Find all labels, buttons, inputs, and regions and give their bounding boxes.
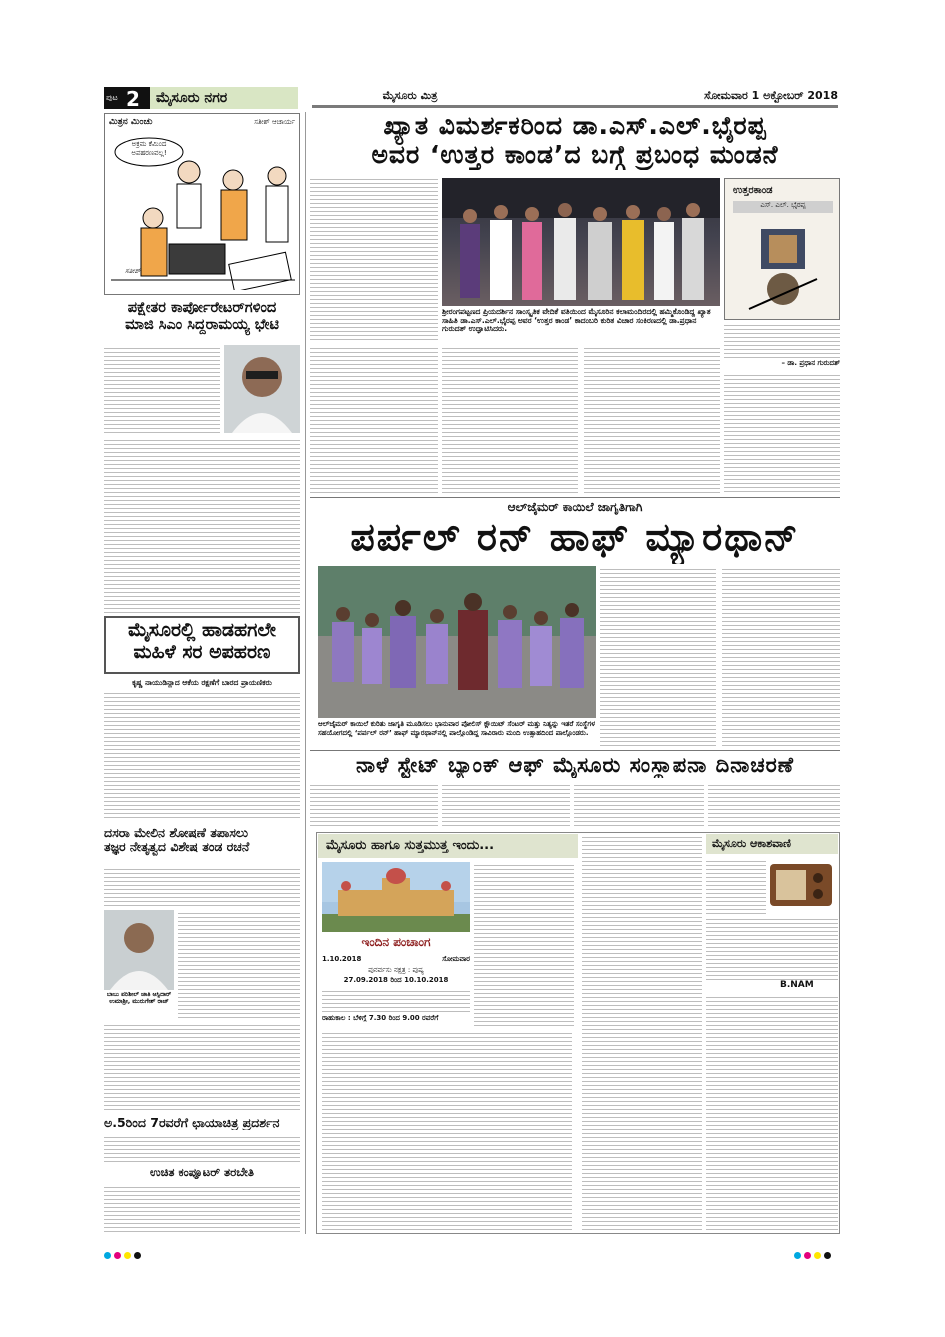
story1-body-col2 <box>442 345 578 493</box>
pullquote-credit: – ಡಾ. ಪ್ರಧಾನ ಗುರುದತ್ <box>781 359 840 367</box>
sbm-body-col1 <box>310 782 438 828</box>
exhibition-headline: ಅ.5ರಿಂದ 7ರವರೆಗೆ ಛಾಯಾಚಿತ್ರ ಪ್ರದರ್ಶನ <box>104 1116 280 1130</box>
radio-header: ಮೈಸೂರು ಆಕಾಶವಾಣಿ <box>706 834 838 854</box>
page-date: ಸೋಮವಾರ 1 ಅಕ್ಟೋಬರ್ 2018 <box>704 89 838 102</box>
today-listings-col2 <box>474 862 574 1028</box>
story1-body-col1 <box>310 176 438 342</box>
reg-dot-black <box>824 1252 831 1259</box>
exhibition-body <box>104 1134 300 1162</box>
section-title-text: ಮೈಸೂರು ನಗರ <box>156 90 228 106</box>
siddaramaiah-body-b <box>104 437 300 613</box>
story1-headline <box>310 112 840 170</box>
radio-body-a <box>706 858 766 914</box>
story1-headline-line1: ಖ್ಯಾತ ವಿಮರ್ಶಕರಿಂದ ಡಾ.ಎಸ್.ಎಲ್.ಭೈರಪ್ಪ <box>383 112 767 140</box>
reg-dot-yellow <box>124 1252 131 1259</box>
marathon-body-b <box>722 566 840 746</box>
chain-headline-box: ಮೈಸೂರಲ್ಲಿ ಹಾಡಹಗಲೇ ಮಹಿಳೆ ಸರ ಅಪಹರಣ <box>104 616 300 674</box>
marathon-kicker-band <box>310 497 840 515</box>
panchanga-weekday: ಸೋಮವಾರ <box>442 955 470 963</box>
marathon-photo-caption: ಆಲ್‌ಜೈಮರ್ ಕಾಯಿಲೆ ಕುರಿತು ಜಾಗೃತಿ ಮೂಡಿಸಲು ಭಾನುವಾರ ಪೋಲಿಸ್ ಕ್ಲೌಯಿಟ್ ಸೆಂಟರ್ ಮತ್ತು ನಿತ್ಯನ್ನು ಇತರೆ ಸಂಸ್ಥೆಗಳ ಸಹಯೋಗದಲ್ಲಿ ‘ಪರ್ಪಲ್ ರನ್’ ಹಾಫ್ ಮ್ಯಾರಥಾನ್‌ನಲ್ಲಿ ಪಾಲ್ಗೊಂಡಿದ್ದ ಸಾವಿರಾರು ಮಂದಿ ಉತ್ಸಾಹದಿಂದ ಪಾಲ್ಗೊಂಡರು. <box>318 720 596 737</box>
marathon-body-a <box>600 566 716 746</box>
book-title: ಉತ್ತರಕಾಂಡ <box>733 185 773 196</box>
dasara-photo <box>104 910 174 990</box>
header-rule <box>312 105 838 108</box>
book-author: ಎಸ್. ಎಲ್. ಭೈರಪ್ಪ <box>733 201 833 213</box>
book-cover <box>724 178 840 320</box>
cartoon-title: ಮಿತ್ರನ ಮಿಂಚು <box>109 117 153 127</box>
section-title <box>150 87 298 109</box>
reg-dot-yellow <box>814 1252 821 1259</box>
page-number-tab <box>104 87 150 109</box>
chain-kicker: ಕೃಷ್ಣ ನಾಯುಡಿನ್ಲಾದ ಆಕೆಯ ರಕ್ಷಣೆಗೆ ಬಾರದ ಪ್ರಾಯಣಿಕರು <box>132 678 272 687</box>
book-pullquote <box>724 322 840 358</box>
cartoon-signature: ಸತೀಶ್ <box>125 267 141 275</box>
today-listings-col3 <box>582 834 702 1230</box>
siddaramaiah-photo <box>224 345 300 433</box>
sbm-body-col4 <box>708 782 840 828</box>
panchanga-nakshatra: ಪುನರ್ವಸು ನಕ್ಷತ್ರ : ಪುಷ್ಯ <box>368 966 424 974</box>
registration-marks-right <box>794 1244 834 1263</box>
dasara-body-a <box>104 866 300 906</box>
registration-marks-left <box>104 1244 144 1263</box>
cartoon-speech-bubble: ಅಕ್ರಮ ಕೆಮಿಂದ ಅಪಹರಣವಲ್ಲ! <box>131 140 167 157</box>
chain-body <box>104 690 300 820</box>
sbm-headline: ನಾಳೆ ಸ್ಟೇಟ್ ಬ್ಯಾಂಕ್ ಆಫ್ ಮೈಸೂರು ಸಂಸ್ಥಾಪನಾ ದಿನಾಚರಣೆ <box>310 750 840 778</box>
marathon-kicker: ಆಲ್‌ಜೈಮರ್ ಕಾಯಿಲೆ ಜಾಗೃತಿಗಾಗಿ <box>507 500 643 514</box>
story1-body-col4 <box>724 372 840 494</box>
radio-body-b <box>706 916 838 980</box>
masthead: ಮೈಸೂರು ಮಿತ್ರ <box>382 89 438 102</box>
radio-body-c <box>706 994 838 1230</box>
panchanga-body <box>322 988 470 1012</box>
story1-photo-caption: ಶ್ರೀರಂಗಪಟ್ಟಣದ ಪ್ರಿಯದರ್ಶಿನ ಸಾಂಸ್ಕೃತಿಕ ವೇದಿಕೆ ವತಿಯಿಂದ ಮೈಸೂರಿನ ಕಲಾಮಂದಿರದಲ್ಲಿ ಹಮ್ಮಿಕೊಂಡಿದ್ದ ಖ್ಯಾತ ಸಾಹಿತಿ ಡಾ.ಎಸ್.ಎಲ್.ಭೈರಪ್ಪ ಅವರ ‘ಉತ್ತರ ಕಾಂಡ’ ಕಾದಂಬರಿ ಕುರಿತ ವಿಚಾರ ಸಂಕಿರಣದಲ್ಲಿ ಡಾ.ಪ್ರಧಾನ ಗುರುದತ್ ಉದ್ಘಾಟಿಸಿದರು. <box>442 308 711 333</box>
reg-dot-cyan <box>104 1252 111 1259</box>
reg-dot-black <box>134 1252 141 1259</box>
marathon-photo <box>318 566 596 718</box>
palace-photo <box>322 862 470 932</box>
computer-training-body <box>104 1184 300 1234</box>
panchanga-date: 1.10.2018 <box>322 955 362 963</box>
radio-bnam: B.NAM <box>780 980 814 990</box>
dasara-headline: ದಸರಾ ಮೇಲಿನ ಶೋಷಣೆ ತಪಾಸಲು ತಜ್ಞರ ನೇತೃತ್ವದ ವಿಶೇಷ ತಂಡ ರಚನೆ <box>104 826 250 855</box>
story1-body-col1b <box>310 345 438 493</box>
computer-training-subhead: ಉಚಿತ ಕಂಪ್ಯೂಟರ್ ತರಬೇತಿ <box>150 1166 254 1179</box>
panchanga-rahukala: ರಾಹುಕಾಲ : ಬೆಳಿಗ್ಗೆ 7.30 ರಿಂದ 9.00 ರವರೆಗೆ <box>322 1014 439 1022</box>
page-number: 2 <box>126 87 140 111</box>
panchanga-date-row <box>322 955 470 964</box>
story1-headline-line2: ಅವರ ‘ಉತ್ತರ ಕಾಂಡ’ದ ಬಗ್ಗೆ ಪ್ರಬಂಧ ಮಂಡನೆ <box>371 139 779 169</box>
today-listings-col1 <box>322 1030 572 1230</box>
radio-icon <box>768 858 834 910</box>
column-rule-left <box>305 112 306 1234</box>
reg-dot-magenta <box>804 1252 811 1259</box>
panchanga-range: 27.09.2018 ರಿಂದ 10.10.2018 <box>343 976 449 984</box>
page-label: ಪುಟ <box>106 93 118 102</box>
reg-dot-cyan <box>794 1252 801 1259</box>
today-box-header: ಮೈಸೂರು ಹಾಗೂ ಸುತ್ತಮುತ್ತ ಇಂದು... <box>318 834 578 858</box>
dasara-body-b <box>178 910 300 1020</box>
marathon-headline: ಪರ್ಪಲ್ ರನ್ ಹಾಫ್ ಮ್ಯಾರಥಾನ್ <box>350 516 800 559</box>
siddaramaiah-body-a <box>104 345 220 433</box>
cartoon-artist: ಸತೀಶ್ ಆಚಾರ್ಯ <box>254 118 295 126</box>
sbm-body-col2 <box>442 782 570 828</box>
dasara-body-c <box>104 1022 300 1112</box>
story1-event-photo <box>442 178 720 306</box>
cartoon-panel <box>104 113 300 295</box>
siddaramaiah-headline: ಪಕ್ಷೇತರ ಕಾರ್ಪೋರೇಟರ್‌ಗಳಿಂದ ಮಾಜಿ ಸಿಎಂ ಸಿದ್ದರಾಮಯ್ಯ ಭೇಟಿ <box>125 300 279 333</box>
dasara-photo-caption: ಬಾಬು ಪರಿಶೀಲ್ ಜಾತಿ ಆಸ್ಪಿದಾರ್ ಉಮಾಶ್ರೀ, ಮುರುಗೇಶ್ ರಾಜ್ <box>106 991 172 1005</box>
sbm-body-col3 <box>574 782 704 828</box>
story1-body-col3 <box>584 345 720 493</box>
reg-dot-magenta <box>114 1252 121 1259</box>
panchanga-title: ಇಂದಿನ ಪಂಚಾಂಗ <box>361 936 431 949</box>
